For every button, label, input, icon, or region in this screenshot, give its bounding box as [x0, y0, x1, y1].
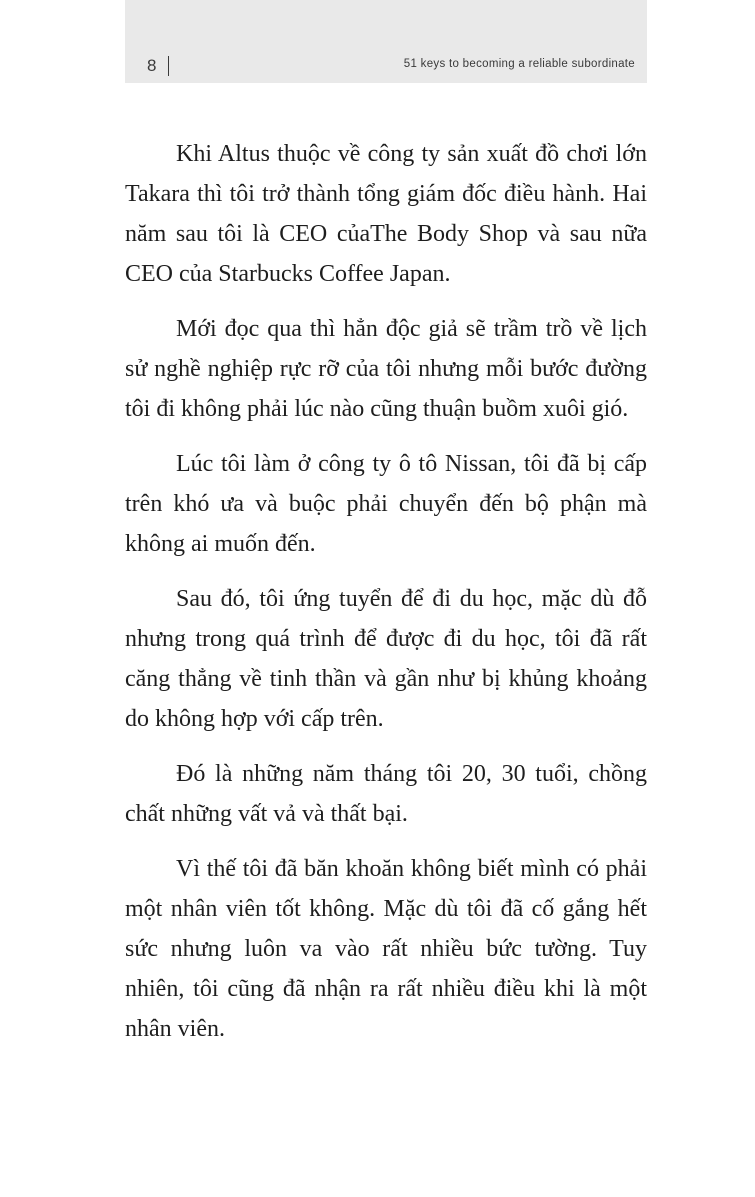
running-title: 51 keys to becoming a reliable subordinate [403, 58, 635, 70]
paragraph: Vì thế tôi đã băn khoăn không biết mình có phải một nhân viên tốt không. Mặc dù tôi đã cố gắng hết sức nhưng luôn va vào rất nhiều bức tường. Tuy nhiên, tôi cũng đã nhận ra rất nhiều điều khi là một nhân viên. [125, 856, 647, 1042]
paragraph: Sau đó, tôi ứng tuyển để đi du học, mặc dù đỗ nhưng trong quá trình để được đi du học, tôi đã rất căng thẳng về tinh thần và gần như bị khủng khoảng do không hợp với cấp trên. [125, 586, 647, 732]
paragraph: Lúc tôi làm ở công ty ô tô Nissan, tôi đã bị cấp trên khó ưa và buộc phải chuyển đến bộ phận mà không ai muốn đến. [125, 451, 647, 557]
page-header [125, 0, 647, 83]
header-divider [168, 56, 169, 76]
page-number: 8 [147, 56, 157, 75]
paragraph: Khi Altus thuộc về công ty sản xuất đồ chơi lớn Takara thì tôi trở thành tổng giám đốc điều hành. Hai năm sau tôi là CEO củaThe Body Shop và sau nữa CEO của Starbucks Coffee Japan. [125, 141, 647, 287]
paragraph: Mới đọc qua thì hẳn độc giả sẽ trầm trồ về lịch sử nghề nghiệp rực rỡ của tôi nhưng mỗi bước đường tôi đi không phải lúc nào cũng thuận buồm xuôi gió. [125, 316, 647, 422]
body-text [125, 134, 647, 1064]
paragraph: Đó là những năm tháng tôi 20, 30 tuổi, chồng chất những vất vả và thất bại. [125, 761, 647, 827]
